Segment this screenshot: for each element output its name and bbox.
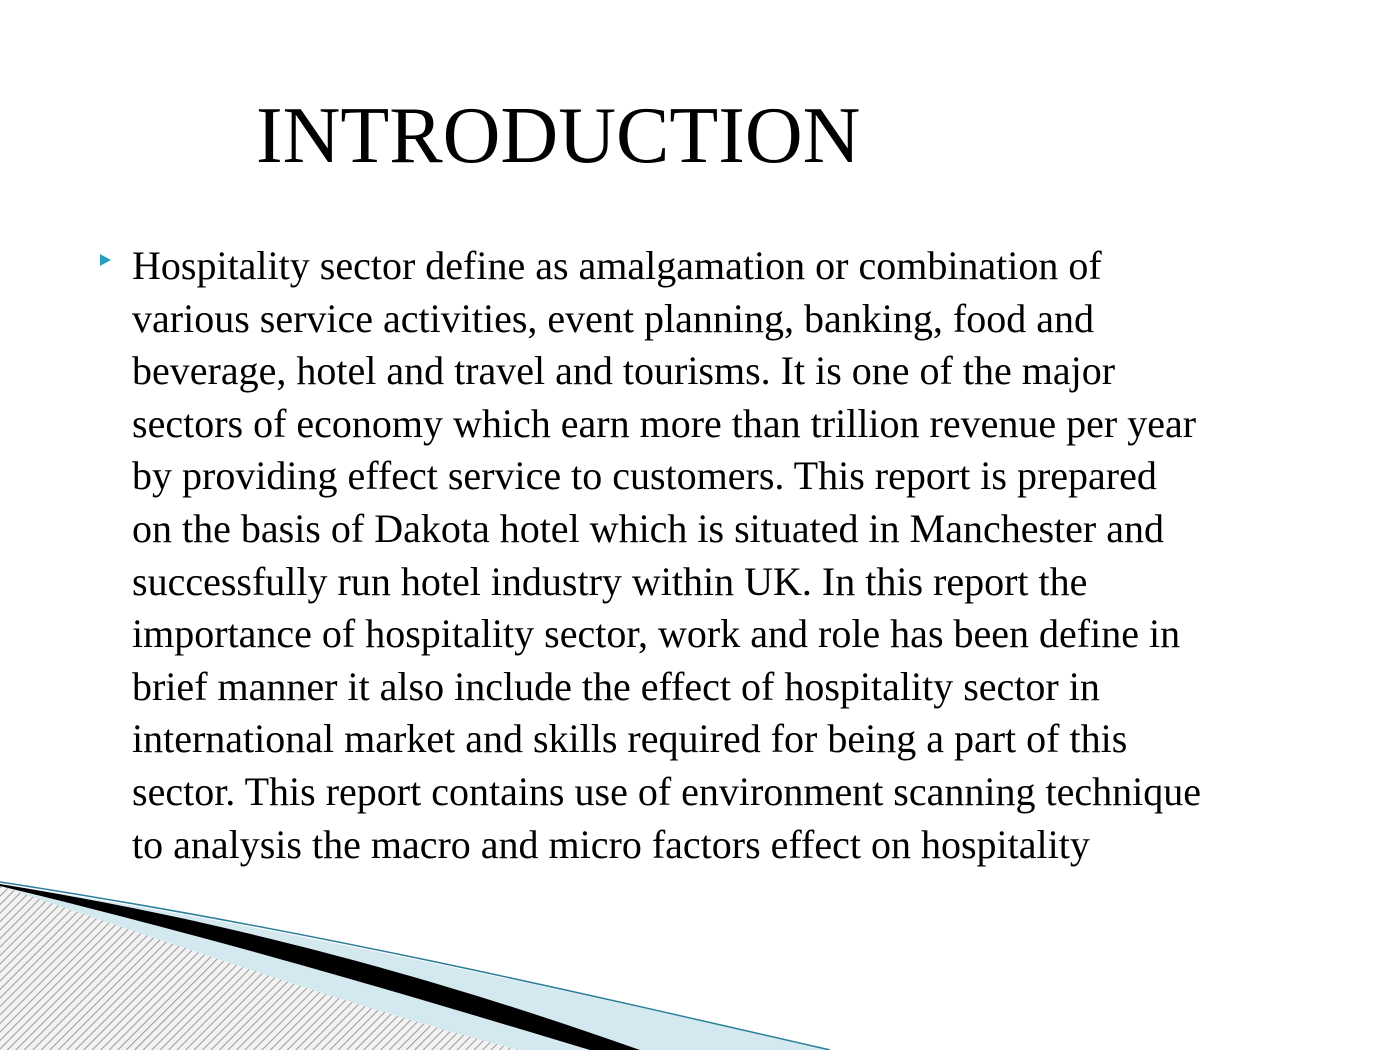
slide-title: INTRODUCTION xyxy=(256,92,861,180)
slide-wave-decoration xyxy=(0,870,1400,1050)
bullet-text: Hospitality sector define as amalgamation or combination of various service activities, event planning, banking, food and beverage, hotel and travel and tourisms. It is one of the major sectors of economy which earn more than trillion revenue per year by providing effect service to customers. This report is prepared on the basis of Dakota hotel which is situated in Manchester and successfully run hotel industry within UK. In this report the importance of hospitality sector, work and role has been define in brief manner it also include the effect of hospitality sector in international market and skills required for being a part of this sector. This report contains use of environment scanning technique to analysis the macro and micro factors effect on hospitality xyxy=(132,243,1201,867)
bullet-list xyxy=(100,240,1340,871)
bullet-item xyxy=(100,240,1340,871)
triangle-bullet-icon xyxy=(100,254,111,266)
